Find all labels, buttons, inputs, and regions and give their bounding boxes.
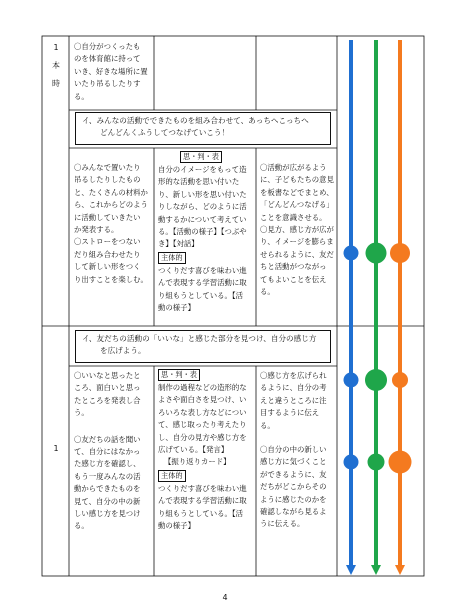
row2-activity-line: 吊るしたりしたもの xyxy=(74,175,141,185)
tag-shutaiteki: 主体的 xyxy=(158,470,186,482)
row1-sub-ji: 時 xyxy=(52,79,60,88)
row2-eval-line: 動するかについて考えてい xyxy=(158,214,247,224)
row1-activity xyxy=(74,41,148,103)
marker-blue-1 xyxy=(344,246,359,261)
row2-eval-line: り、新しい形を思い付いた xyxy=(158,189,247,199)
row3-eval-line: 制作の過程などの造形的な xyxy=(158,383,247,392)
marker-orange-3 xyxy=(389,451,412,474)
row3-eval-line: し、自分の見方や感じ方を xyxy=(158,432,247,442)
row3-support-line: るように、自分の考 xyxy=(260,383,327,393)
row2-eval-line: り組もうとしている。【活 xyxy=(158,290,243,300)
row1-activity-line: いき、好きな場所に置 xyxy=(74,66,148,76)
goal1-line: どんどんくふうしてつなげていこう！ xyxy=(100,128,230,137)
row2-activity-line: 〇みんなで置いたり xyxy=(74,163,141,172)
row3-number: 1 xyxy=(53,444,59,453)
row2-support-line: を板書などでまとめ、 xyxy=(260,187,334,197)
row3-eval-line: り組もうとしている。【活 xyxy=(158,508,243,518)
row3-eval-line: んで表現する学習活動に取 xyxy=(158,496,247,506)
row3-activity-line: 動からできたものを xyxy=(74,484,141,494)
row3-support-line: 目するように伝え xyxy=(260,408,320,418)
goal1-line: イ、みんなの活動でできたものを組み合わせて、あっちへこっちへ xyxy=(82,116,309,125)
row3-eval-line: 広げている。【発言】 xyxy=(158,445,229,455)
row3-activity-line: もう一度みんなの活 xyxy=(74,471,141,481)
arrow-head-orange xyxy=(395,565,405,575)
row1-activity-line: 〇自分がつくったも xyxy=(74,42,141,51)
row3-support-line: えと違うところに注 xyxy=(260,395,327,405)
goal-box-2 xyxy=(75,330,331,363)
row3-activity-line: た感じ方を確認し、 xyxy=(74,459,141,469)
row3-support-line: 感じ方に気づくこと xyxy=(260,457,327,467)
row2-activity-line: か発表する。 xyxy=(74,225,119,235)
row2-eval-line: りしながら、どのように活 xyxy=(158,202,247,212)
row2-activity-line: ら、これからどのよう xyxy=(74,200,148,210)
arrow-head-blue xyxy=(346,565,356,575)
row3-support-line: ように感じたのかを xyxy=(260,494,327,504)
row2-support-line: り、イメージを膨らま xyxy=(260,237,334,247)
row1-number-text: 1 xyxy=(53,43,59,52)
row2-eval-line: 自分のイメージをもって造 xyxy=(158,165,247,174)
row3-support-line: る。 xyxy=(260,420,275,430)
arrow-head-green xyxy=(371,565,381,575)
row2-evaluation xyxy=(158,150,247,314)
row2-support-line: る。 xyxy=(260,287,275,297)
row1-activity-line: のを体育館に持って xyxy=(74,54,141,64)
row3-eval-note: 【振り返りカード】 xyxy=(164,457,231,467)
row1-sub-hon: 本 xyxy=(52,61,60,70)
row2-support xyxy=(260,162,334,298)
marker-orange-2 xyxy=(392,372,408,388)
row3-activity-line: る。 xyxy=(74,521,89,531)
tag-shi-han-hyo: 思・判・表 xyxy=(180,151,222,163)
marker-orange-1 xyxy=(390,243,410,263)
row3-eval-line: ろいろな表し方などについ xyxy=(158,407,247,417)
row3-support-line: うに伝える。 xyxy=(260,519,305,529)
row1-activity-line: る。 xyxy=(74,91,89,101)
row2-support-line: 「どんどんつなげる」 xyxy=(260,200,334,210)
row3-activity-line: たところを発表し合 xyxy=(74,395,141,405)
row3-activity-line: しい感じ方を見つけ xyxy=(74,509,141,519)
row2-support-line: 〇活動が広がるよう xyxy=(260,163,327,172)
row2-support-line: ちと活動がつながっ xyxy=(260,262,327,272)
row1-activity-line: いたり吊るしたりす xyxy=(74,79,141,89)
row2-support-line: てもよいことを伝え xyxy=(260,274,327,284)
row3-activity-line: て、自分にはなかっ xyxy=(74,447,141,457)
goal2-line: を広げよう。 xyxy=(100,346,146,355)
row2-eval-line: 動の様子】 xyxy=(158,303,195,313)
row2-support-line: に、子どもたちの意見 xyxy=(260,175,334,185)
row2-eval-line: き】【対話】 xyxy=(158,239,199,249)
row3-activity-line: 〇いいなと思ったと xyxy=(74,371,141,380)
row2-support-line: 〇見方、感じ方が広が xyxy=(260,225,334,235)
row3-eval-line: 動の様子】 xyxy=(158,521,195,531)
marker-green-1 xyxy=(366,243,387,264)
row2-activity-line: り出すことを楽しむ。 xyxy=(74,274,148,284)
row2-eval-line: んで表現する学習活動に取 xyxy=(158,278,247,288)
goal2-line: イ、友だちの活動の「いいな」と感じた部分を見つけ、自分の感じ方 xyxy=(82,334,317,343)
row2-activity-line: と、たくさんの材料か xyxy=(74,187,148,197)
marker-green-3 xyxy=(368,454,385,471)
row3-activity-line: う。 xyxy=(74,408,89,418)
row3-activity xyxy=(74,370,141,533)
row2-activity-line: 〇ストローをつない xyxy=(74,237,141,247)
row2-activity-line: だり組み合わせたり xyxy=(74,249,141,259)
marker-blue-2 xyxy=(344,373,359,388)
row3-support-line: だちがどこからその xyxy=(260,482,327,492)
tag-shi-han-hyo: 思・判・表 xyxy=(158,369,200,381)
goal-box-1 xyxy=(75,112,331,145)
marker-blue-3 xyxy=(344,455,359,470)
row2-eval-line: 形的な活動を思い付いた xyxy=(158,177,240,187)
row2-support-line: ことを意識させる。 xyxy=(260,212,327,222)
row2-activity xyxy=(74,162,148,286)
row3-support-line: 〇感じ方を広げられ xyxy=(260,371,327,380)
row3-support-line: 確認しながら見るよ xyxy=(260,507,327,517)
row3-activity-line: ころ、面白いと思っ xyxy=(74,383,141,393)
row3-support-line: ができるように、友 xyxy=(260,469,327,479)
marker-green-2 xyxy=(365,369,387,391)
row3-support-line: 〇自分の中の新しい xyxy=(260,445,327,455)
progress-bars xyxy=(344,40,412,575)
row2-activity-line: に活動していきたい xyxy=(74,212,141,222)
row3-activity-line: 見て、自分の中の新 xyxy=(74,496,141,506)
row2-eval-line: る。【活動の様子】【つぶや xyxy=(158,227,247,237)
row2-activity-line: して新しい形をつく xyxy=(74,262,141,272)
row3-eval-line: つくりだす喜びを味わい進 xyxy=(158,483,247,493)
row2-support-line: せられるように、友だ xyxy=(260,249,334,259)
tag-shutaiteki: 主体的 xyxy=(158,252,186,264)
row3-eval-line: て、感じ取ったり考えたり xyxy=(158,420,247,430)
row3-activity-line: 〇友だちの話を聞い xyxy=(74,434,141,444)
row3-support xyxy=(260,370,327,531)
row3-evaluation xyxy=(158,368,247,532)
row2-eval-line: つくりだす喜びを味わい進 xyxy=(158,265,247,275)
row3-eval-line: よさや面白さを見つけ、い xyxy=(158,395,247,405)
row1-number xyxy=(44,42,68,90)
page-number: 4 xyxy=(222,593,228,602)
